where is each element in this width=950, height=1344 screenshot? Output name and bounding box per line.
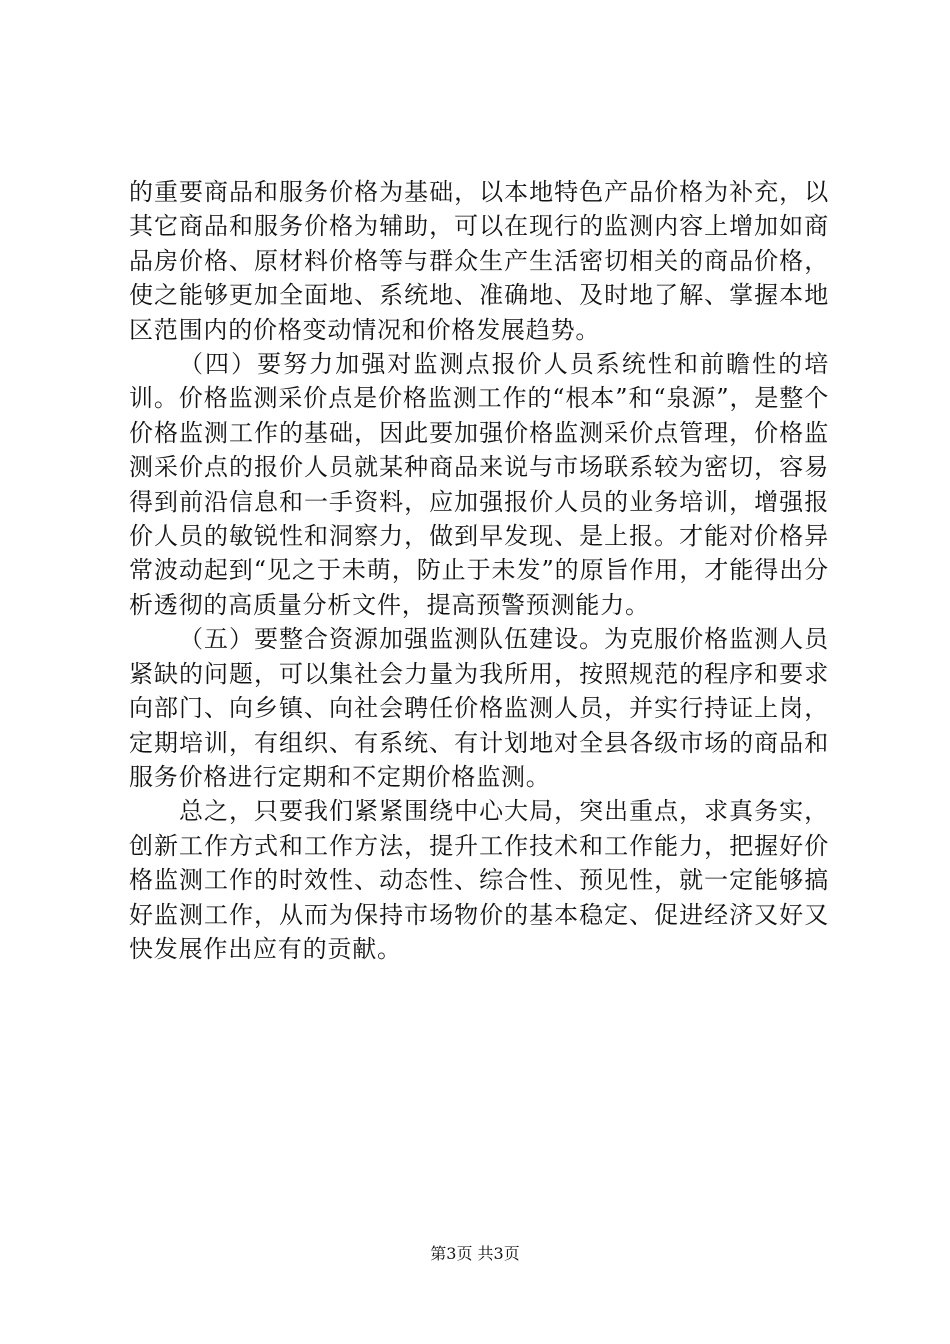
paragraph-section-five: （五）要整合资源加强监测队伍建设。为克服价格监测人员紧缺的问题，可以集社会力量为我所用，按照规范的程序和要求向部门、向乡镇、向社会聘任价格监测人员，并实行持证上岗，定期培训，有组织、有系统、有计划地对全县各级市场的商品和服务价格进行定期和不定期价格监测。 <box>129 625 829 791</box>
page-footer: 第3页 共3页 <box>430 1244 520 1263</box>
paragraph-continuation: 的重要商品和服务价格为基础，以本地特色产品价格为补充，以其它商品和服务价格为辅助，可以在现行的监测内容上增加如商品房价格、原材料价格等与群众生产生活密切相关的商品价格，使之能够更加全面地、系统地、准确地、及时地了解、掌握本地区范围内的价格变动情况和价格发展趋势。 <box>129 178 829 344</box>
document-body <box>129 175 829 966</box>
paragraph-summary: 总之，只要我们紧紧围绕中心大局，突出重点，求真务实，创新工作方式和工作方法，提升工作技术和工作能力，把握好价格监测工作的时效性、动态性、综合性、预见性，就一定能够搞好监测工作，从而为保持市场物价的基本稳定、促进经济又好又快发展作出应有的贡献。 <box>129 797 829 963</box>
paragraph-section-four: （四）要努力加强对监测点报价人员系统性和前瞻性的培训。价格监测采价点是价格监测工作的“根本”和“泉源”，是整个价格监测工作的基础，因此要加强价格监测采价点管理，价格监测采价点的报价人员就某种商品来说与市场联系较为密切，容易得到前沿信息和一手资料，应加强报价人员的业务培训，增强报价人员的敏锐性和洞察力，做到早发现、是上报。才能对价格异常波动起到“见之于未萌，防止于未发”的原旨作用，才能得出分析透彻的高质量分析文件，提高预警预测能力。 <box>129 350 829 619</box>
